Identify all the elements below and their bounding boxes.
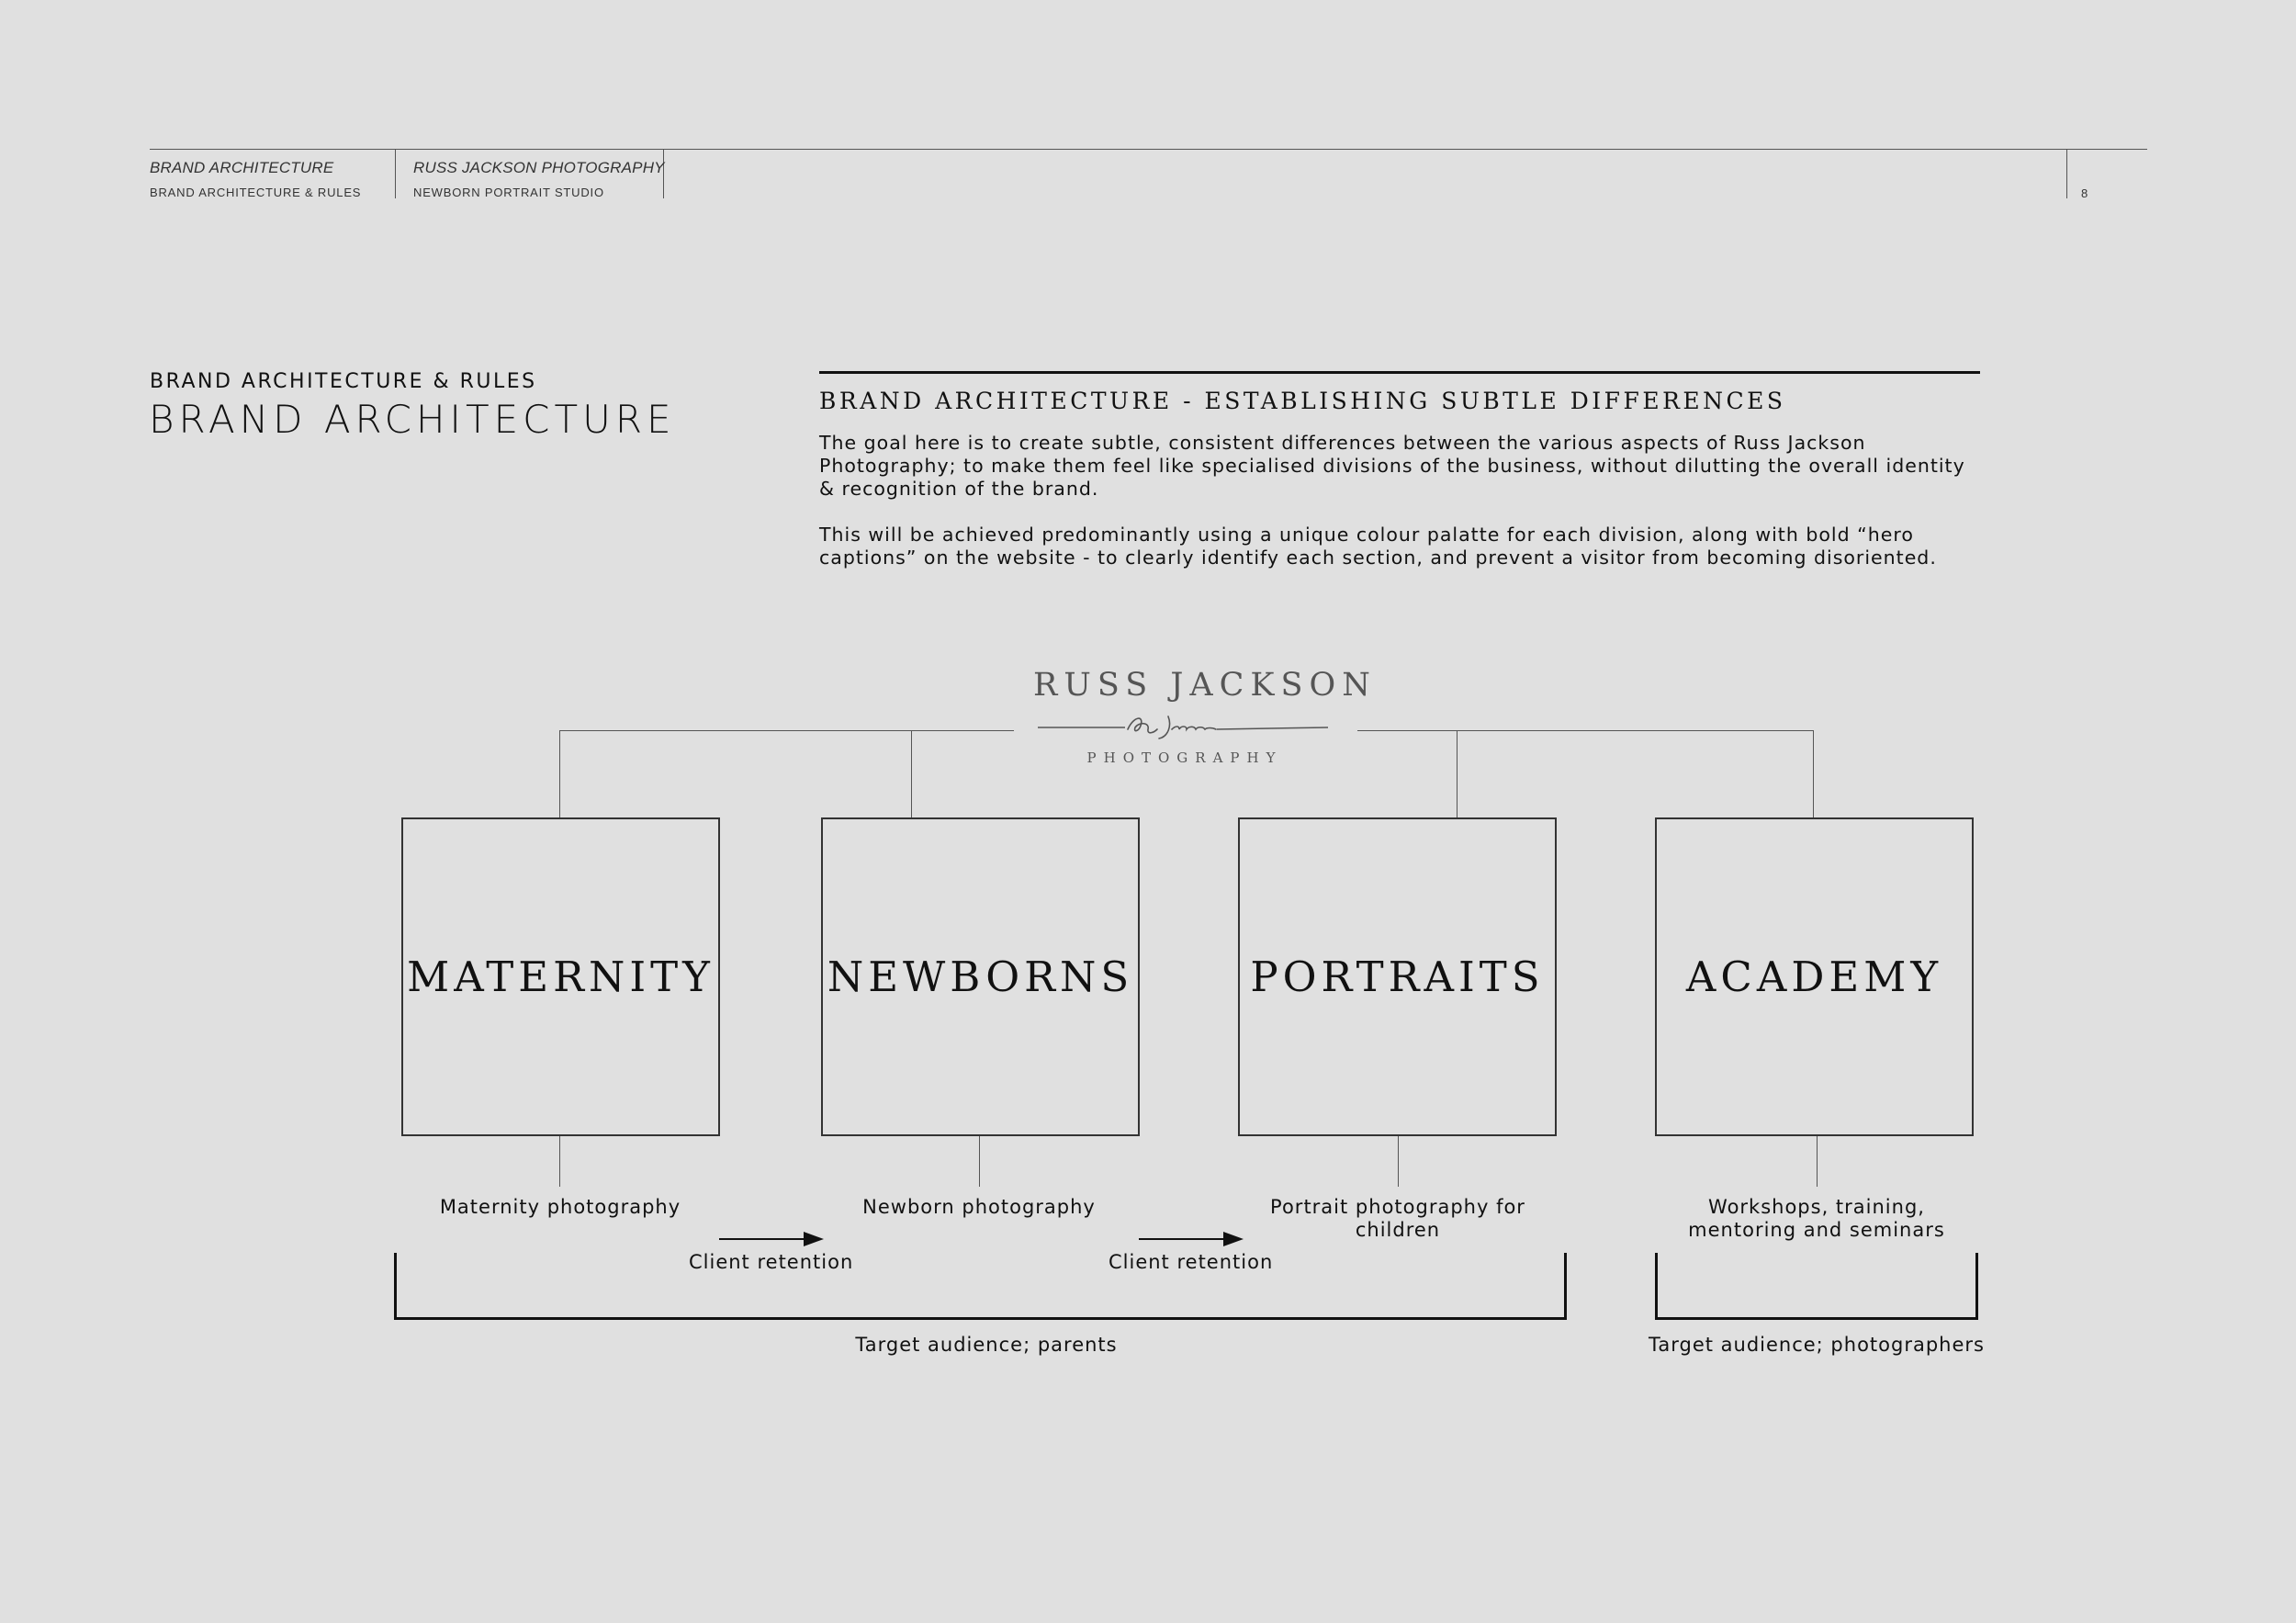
division-label: NEWBORNS	[827, 952, 1134, 1001]
logo-subline: PHOTOGRAPHY	[1086, 750, 1283, 766]
connector-line	[911, 730, 912, 817]
intro-line: The goal here is to create subtle, consistent differences between the various aspects of Russ Jackson	[819, 432, 1866, 454]
page-eyebrow: BRAND ARCHITECTURE & RULES	[150, 370, 537, 393]
division-description	[377, 1196, 744, 1219]
header-divider	[395, 149, 396, 198]
audience-bracket	[394, 1253, 1567, 1320]
division-label: MATERNITY	[407, 952, 715, 1001]
description-line: Workshops, training,	[1708, 1196, 1925, 1218]
intro-line: This will be achieved predominantly using a unique colour palatte for each division, along with bold “hero	[819, 524, 1914, 546]
connector-line	[1457, 730, 1458, 817]
description-line: Portrait photography for	[1270, 1196, 1525, 1218]
header-section-title: BRAND ARCHITECTURE	[150, 159, 334, 176]
division-label: PORTRAITS	[1250, 952, 1545, 1001]
intro-line: Photography; to make them feel like specialised divisions of the business, without dilutting the overall identity	[819, 455, 1965, 477]
division-label: ACADEMY	[1685, 952, 1943, 1001]
intro-line: & recognition of the brand.	[819, 478, 1099, 500]
division-box-maternity	[401, 817, 720, 1136]
connector-line	[559, 1136, 560, 1187]
division-description	[795, 1196, 1163, 1219]
connector-line	[1398, 1136, 1399, 1187]
arrow-right-icon	[719, 1230, 826, 1248]
description-line: children	[1355, 1219, 1441, 1241]
header-rule	[150, 149, 2147, 150]
intro-heading: BRAND ARCHITECTURE - ESTABLISHING SUBTLE DIFFERENCES	[819, 388, 1786, 414]
division-box-academy	[1655, 817, 1974, 1136]
header-divider	[2066, 149, 2067, 198]
logo-name: RUSS JACKSON	[1033, 667, 1377, 704]
intro-paragraph	[819, 524, 1986, 569]
page-number: 8	[2081, 186, 2088, 200]
division-description	[1214, 1196, 1581, 1242]
division-description	[1633, 1196, 2000, 1242]
intro-line: captions” on the website - to clearly identify each section, and prevent a visitor from becoming disoriented.	[819, 547, 1937, 569]
division-box-newborns	[821, 817, 1140, 1136]
division-box-portraits	[1238, 817, 1557, 1136]
signature-icon	[1038, 709, 1332, 746]
header-section-subtitle: BRAND ARCHITECTURE & RULES	[150, 186, 362, 199]
connector-line	[559, 730, 560, 817]
connector-line	[1817, 1136, 1818, 1187]
intro-rule	[819, 371, 1980, 374]
description-line: Maternity photography	[439, 1196, 681, 1218]
page-title: BRAND ARCHITECTURE	[149, 397, 676, 442]
audience-label: Target audience; parents	[855, 1334, 1118, 1356]
connector-line	[979, 1136, 980, 1187]
connector-line	[1357, 730, 1814, 731]
header-brand-title: RUSS JACKSON PHOTOGRAPHY	[413, 159, 665, 176]
flow-label: Client retention	[689, 1251, 854, 1273]
flow-label: Client retention	[1109, 1251, 1274, 1273]
audience-bracket	[1655, 1253, 1978, 1320]
audience-label: Target audience; photographers	[1649, 1334, 1985, 1356]
connector-line	[559, 730, 1014, 731]
connector-line	[1813, 730, 1814, 817]
description-line: mentoring and seminars	[1688, 1219, 1945, 1241]
description-line: Newborn photography	[862, 1196, 1096, 1218]
arrow-right-icon	[1139, 1230, 1245, 1248]
header-brand-subtitle: NEWBORN PORTRAIT STUDIO	[413, 186, 604, 199]
intro-paragraph	[819, 432, 1986, 501]
